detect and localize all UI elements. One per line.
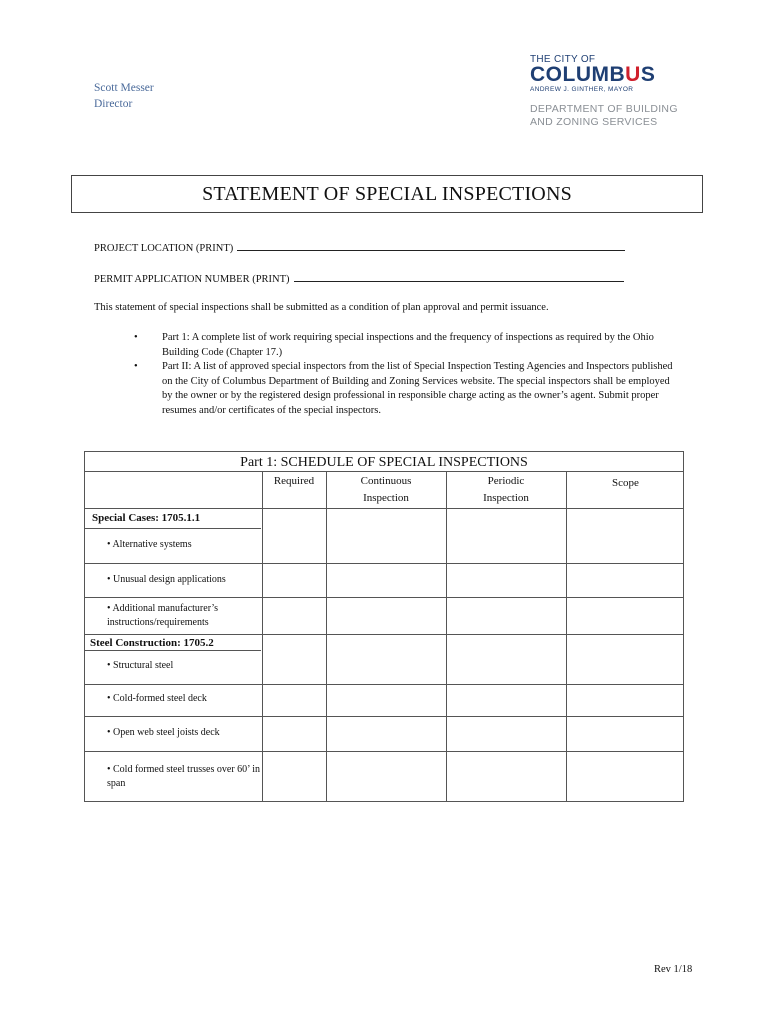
list-item: • Part 1: A complete list of work requiring special inspections and the frequency of inspections as required by the Ohio Building Code (Chapter 17.) bbox=[134, 331, 674, 360]
table-row: • Structural steel bbox=[107, 660, 174, 671]
schedule-caption: Part 1: SCHEDULE OF SPECIAL INSPECTIONS bbox=[85, 452, 683, 472]
table-row: • Unusual design applications bbox=[107, 574, 226, 585]
permit-number-line[interactable] bbox=[294, 273, 624, 282]
logo-line-1: THE CITY OF bbox=[530, 54, 596, 65]
table-row: • Open web steel joists deck bbox=[107, 727, 220, 738]
title-box bbox=[71, 175, 703, 213]
table-row: • Additional manufacturer’s instructions/requirements bbox=[107, 603, 219, 628]
logo-mayor: ANDREW J. GINTHER, MAYOR bbox=[530, 86, 634, 93]
permit-number-field[interactable] bbox=[94, 273, 624, 285]
city-logo bbox=[530, 54, 710, 129]
bullet-icon: • bbox=[134, 361, 138, 372]
page-title: STATEMENT OF SPECIAL INSPECTIONS bbox=[202, 182, 572, 205]
department-name: DEPARTMENT OF BUILDING AND ZONING SERVICES bbox=[530, 103, 678, 128]
instructions-list bbox=[134, 331, 674, 418]
director-title: Director bbox=[94, 98, 133, 110]
bullet-icon: • bbox=[134, 332, 138, 343]
director-block bbox=[94, 80, 154, 112]
revision-label: Rev 1/18 bbox=[654, 964, 693, 975]
project-location-label: PROJECT LOCATION (PRINT) bbox=[94, 243, 234, 254]
logo-wordmark: COLUMBUS bbox=[530, 63, 656, 86]
table-row: • Cold formed steel trusses over 60’ in span bbox=[107, 764, 261, 789]
section-steel-construction: Steel Construction: 1705.2 bbox=[90, 637, 214, 649]
schedule-table bbox=[84, 451, 684, 802]
statement-text: This statement of special inspections shall be submitted as a condition of plan approval and permit issuance. bbox=[94, 302, 549, 313]
col-scope: Scope bbox=[612, 477, 639, 489]
col-continuous: Continuous Inspection bbox=[360, 475, 412, 504]
table-row: • Alternative systems bbox=[107, 539, 192, 550]
section-special-cases: Special Cases: 1705.1.1 bbox=[92, 512, 201, 524]
table-row: • Cold-formed steel deck bbox=[107, 693, 207, 704]
col-periodic: Periodic Inspection bbox=[483, 475, 529, 504]
list-item: • Part II: A list of approved special inspectors from the list of Special Inspection Testing Agencies and Inspectors published on the City of Columbus Department of Building and Zoning Services website. The special inspectors shall be employed by the owner or by the registered design professional in responsible charge acting as the owner’s agent. Submit proper resumes and/or certificates of the special inspectors. bbox=[134, 360, 674, 418]
permit-number-label: PERMIT APPLICATION NUMBER (PRINT) bbox=[94, 274, 290, 285]
director-name: Scott Messer bbox=[94, 82, 154, 94]
project-location-field[interactable] bbox=[94, 242, 625, 254]
col-required: Required bbox=[273, 475, 315, 487]
project-location-line[interactable] bbox=[237, 242, 625, 251]
